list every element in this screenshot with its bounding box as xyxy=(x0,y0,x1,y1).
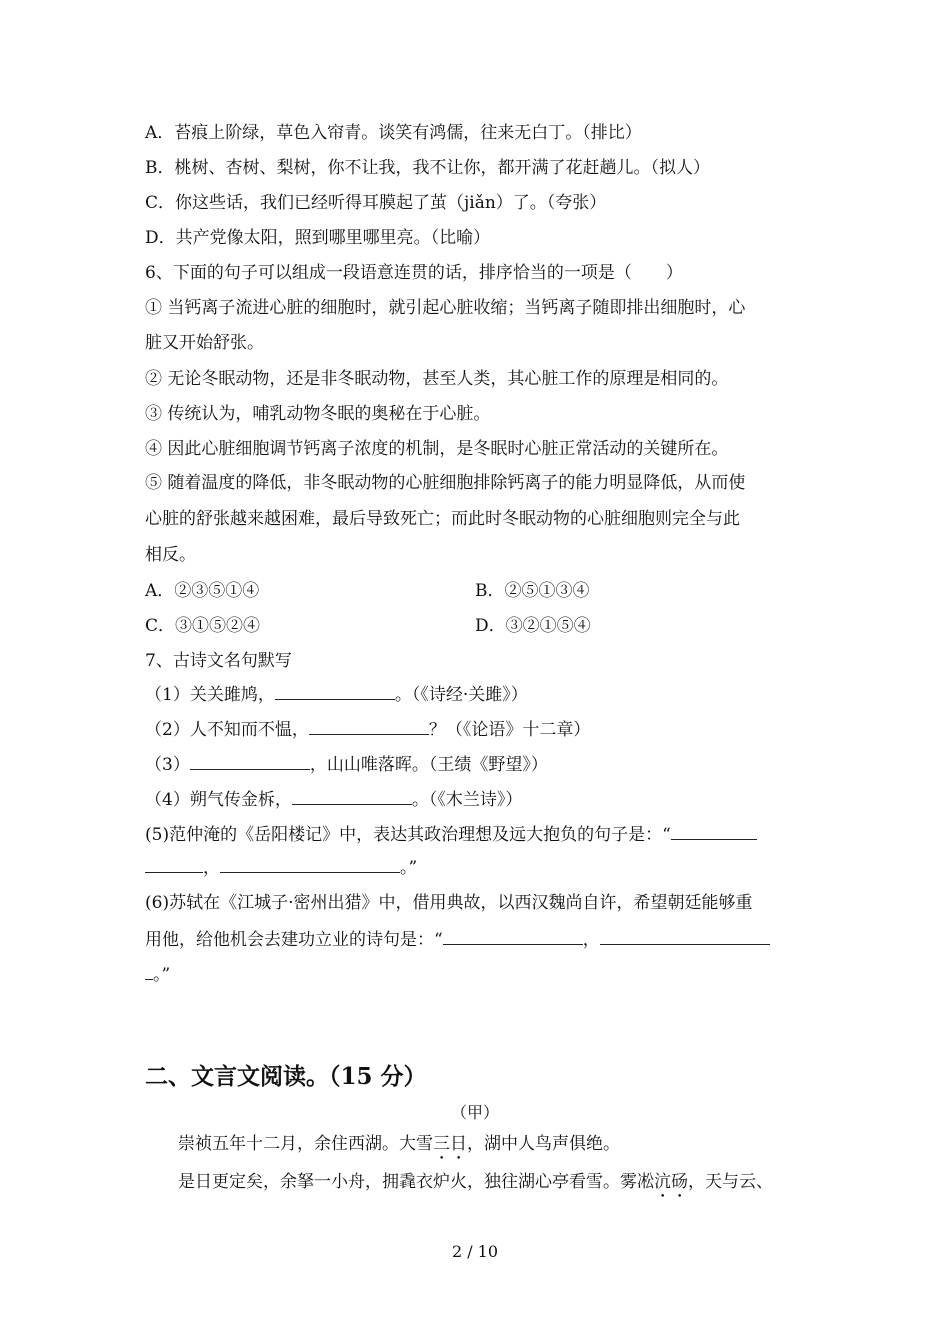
answer-blank[interactable] xyxy=(309,717,429,735)
answer-blank[interactable] xyxy=(443,927,583,945)
q7-item-6-line-3 xyxy=(145,962,170,987)
q7-item-2-prefix: （2）人不知而不愠， xyxy=(145,720,309,740)
q6-sentence-3: ③ 传统认为，哺乳动物冬眠的奥秘在于心脏。 xyxy=(145,404,491,424)
q7-item-1-suffix: 。（《诗经·关雎》） xyxy=(394,685,528,705)
q6-sentence-1-line-1: ① 当钙离子流进心脏的细胞时，就引起心脏收缩；当钙离子随即排出细胞时，心 xyxy=(145,298,746,318)
q6-sentence-2: ② 无论冬眠动物，还是非冬眠动物，甚至人类，其心脏工作的原理是相同的。 xyxy=(145,369,729,389)
passage-text: 崇祯五年十二月，余住西湖。大雪 xyxy=(178,1134,433,1154)
q7-item-6-line-2 xyxy=(145,927,770,952)
answer-blank[interactable] xyxy=(145,855,203,873)
q7-item-5-text: (5)范仲淹的《岳阳楼记》中，表达其政治理想及远大抱负的句子是：“ xyxy=(145,825,671,845)
answer-blank[interactable] xyxy=(145,962,153,980)
q5-option-b: B．桃树、杏树、梨树，你不让我，我不让你，都开满了花赶趟儿。（拟人） xyxy=(145,158,710,178)
q6-option-c: C．③①⑤②④ xyxy=(145,616,261,636)
q7-item-5-end: 。” xyxy=(400,858,418,878)
dotted-term: 沆砀 xyxy=(654,1172,688,1192)
q6-sentence-5-line-1: ⑤ 随着温度的降低，非冬眠动物的心脏细胞排除钙离子的能力明显降低，从而使 xyxy=(145,473,746,493)
q7-item-3-suffix: ，山山唯落晖。（王绩《野望》） xyxy=(309,755,548,775)
q5-option-c: C．你这些话，我们已经听得耳膜起了茧（jiǎn）了。（夸张） xyxy=(145,193,607,213)
q7-item-1-prefix: （1）关关雎鸠， xyxy=(145,685,275,705)
passage-text: ，湖中人鸟声俱绝。 xyxy=(467,1134,620,1154)
q7-item-1 xyxy=(145,682,528,707)
passage-text: 是日更定矣，余拏一小舟，拥毳衣炉火，独往湖心亭看雪。雾凇 xyxy=(178,1172,654,1192)
q7-item-2 xyxy=(145,717,590,742)
answer-blank[interactable] xyxy=(275,682,395,700)
q6-sentence-5-line-2: 心脏的舒张越来越困难，最后导致死亡；而此时冬眠动物的心脏细胞则完全与此 xyxy=(145,509,740,529)
q7-item-5-comma: ， xyxy=(203,858,220,878)
answer-blank[interactable] xyxy=(671,822,757,840)
q6-sentence-5-line-3: 相反。 xyxy=(145,545,196,565)
page-number: 2 / 10 xyxy=(451,1242,499,1261)
dotted-term: 三日 xyxy=(433,1134,467,1154)
q6-sentence-4: ④ 因此心脏细胞调节钙离子浓度的机制，是冬眠时心脏正常活动的关键所在。 xyxy=(145,439,729,459)
q7-item-6-text: 用他，给他机会去建功立业的诗句是：“ xyxy=(145,930,443,950)
passage-text: ，天与云、 xyxy=(688,1172,773,1192)
q7-item-6-comma: ， xyxy=(582,930,600,950)
answer-blank[interactable] xyxy=(190,752,310,770)
q7-item-4-prefix: （4）朔气传金柝， xyxy=(145,790,292,810)
answer-blank[interactable] xyxy=(220,855,400,873)
answer-blank[interactable] xyxy=(600,927,770,945)
q6-option-d: D．③②①⑤④ xyxy=(475,616,591,636)
answer-blank[interactable] xyxy=(292,787,412,805)
q7-item-3 xyxy=(145,752,548,777)
passage-paragraph-2 xyxy=(178,1170,773,1202)
q5-option-d: D．共产党像太阳，照到哪里哪里亮。（比喻） xyxy=(145,228,491,248)
q6-stem: 6、下面的句子可以组成一段语意连贯的话，排序恰当的一项是（ ） xyxy=(145,263,683,283)
q7-item-6-end: 。” xyxy=(153,965,171,985)
q7-item-5-line-1 xyxy=(145,822,757,847)
q7-item-2-suffix: ？（《论语》十二章） xyxy=(428,720,591,740)
q5-option-a: A．苔痕上阶绿，草色入帘青。谈笑有鸿儒，往来无白丁。（排比） xyxy=(145,123,642,143)
q6-option-a: A．②③⑤①④ xyxy=(145,581,260,601)
section-heading: 二、文言文阅读。（15 分） xyxy=(145,1063,427,1090)
passage-paragraph-1 xyxy=(178,1132,620,1164)
passage-label: （甲） xyxy=(450,1103,499,1122)
q6-option-b: B．②⑤①③④ xyxy=(475,581,590,601)
q7-item-5-line-2 xyxy=(145,855,417,880)
q7-item-3-prefix: （3） xyxy=(145,755,190,775)
q7-item-4-suffix: 。（《木兰诗》） xyxy=(411,790,523,810)
q6-sentence-1-line-2: 脏又开始舒张。 xyxy=(145,333,264,353)
q7-stem: 7、古诗文名句默写 xyxy=(145,651,292,671)
q7-item-6-line-1: (6)苏轼在《江城子·密州出猎》中，借用典故，以西汉魏尚自许，希望朝廷能够重 xyxy=(145,893,753,913)
q7-item-4 xyxy=(145,787,522,812)
